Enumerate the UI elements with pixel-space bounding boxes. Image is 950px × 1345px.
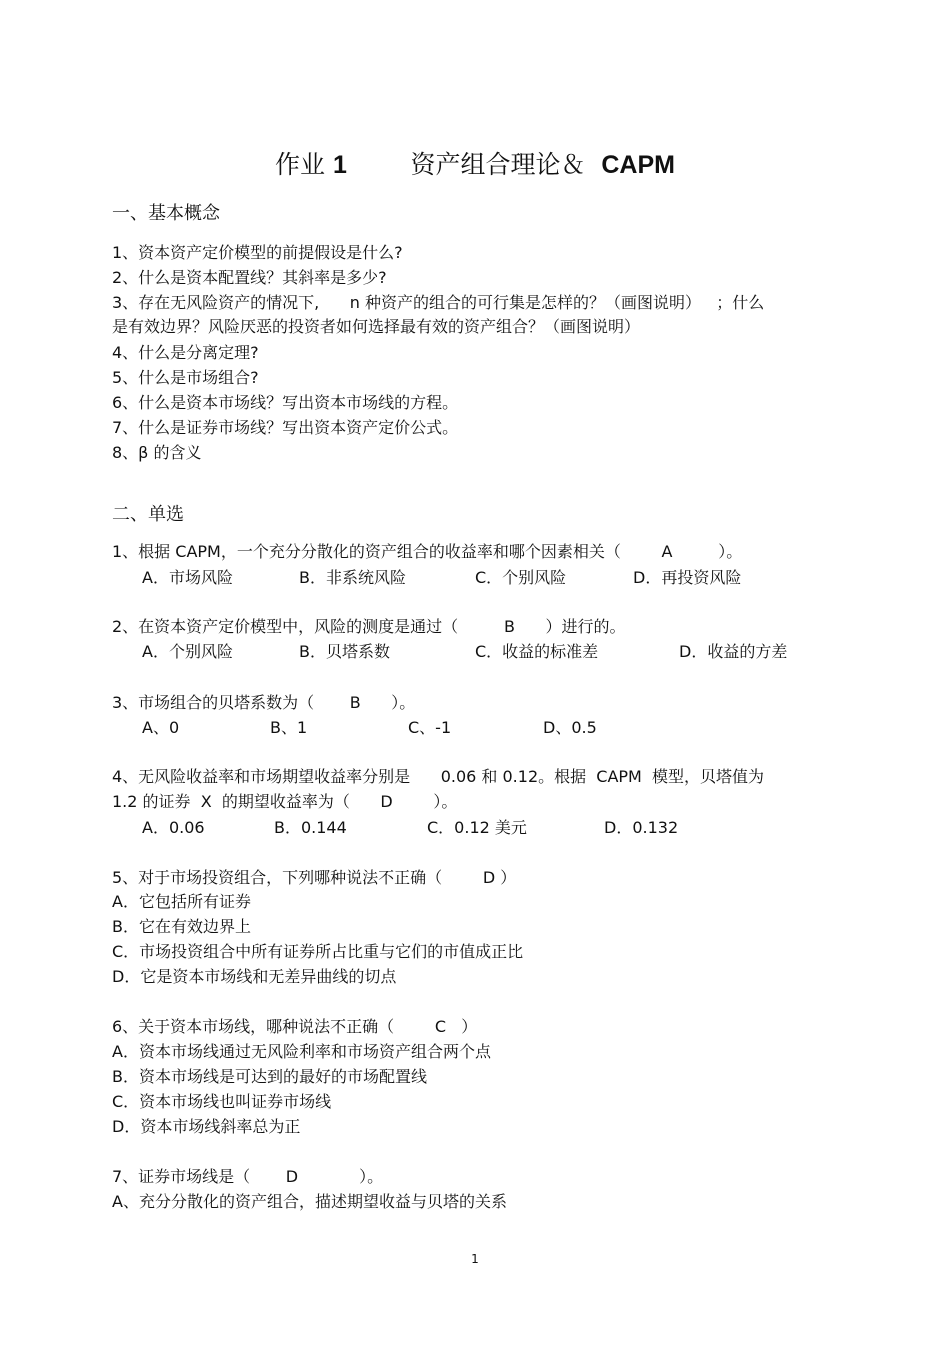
- section2-heading: 二、单选: [112, 504, 184, 525]
- question-2-option: C．收益的标准差: [475, 642, 599, 661]
- question-1-stem: 1、根据 CAPM，一个充分分散化的资产组合的收益率和哪个因素相关（ A ）。: [112, 542, 743, 561]
- title-capm: CAPM: [601, 151, 675, 179]
- question-1-option: C．个别风险: [475, 568, 567, 587]
- question-2-option: B．贝塔系数: [299, 642, 390, 661]
- question-5-option: D．它是资本市场线和无差异曲线的切点: [112, 967, 397, 986]
- concept-item: 1、资本资产定价模型的前提假设是什么?: [112, 243, 403, 262]
- question-1-option: D．再投资风险: [633, 568, 742, 587]
- question-1-option: A．市场风险: [142, 568, 233, 587]
- question-3-stem: 3、市场组合的贝塔系数为（ B ）。: [112, 693, 416, 712]
- title-prefix: 作业: [275, 150, 333, 179]
- question-4-option: C．0.12 美元: [427, 818, 527, 837]
- concept-item: 是有效边界？风险厌恶的投资者如何选择最有效的资产组合？（画图说明）: [112, 317, 641, 336]
- question-5-option: B．它在有效边界上: [112, 917, 251, 936]
- concept-item: 3、存在无风险资产的情况下, n 种资产的组合的可行集是怎样的？（画图说明） ；什么: [112, 293, 765, 312]
- question-2-option: A．个别风险: [142, 642, 233, 661]
- question-6-option: A．资本市场线通过无风险利率和市场资产组合两个点: [112, 1042, 491, 1061]
- page-title: [0, 148, 950, 182]
- title-middle: 资产组合理论＆: [346, 150, 602, 179]
- concept-item: 6、什么是资本市场线？写出资本市场线的方程。: [112, 393, 459, 412]
- question-3-option: A、0: [142, 718, 180, 737]
- question-4-stem-cont: 1.2 的证券 X 的期望收益率为（ D ）。: [112, 792, 458, 811]
- question-5-option: A．它包括所有证券: [112, 892, 251, 911]
- concept-item: 4、什么是分离定理?: [112, 343, 259, 362]
- question-4-option: B．0.144: [274, 818, 347, 837]
- question-3-option: C、-1: [408, 718, 452, 737]
- title-number: 1: [332, 151, 347, 179]
- question-7-option: A、充分分散化的资产组合，描述期望收益与贝塔的关系: [112, 1192, 507, 1211]
- question-3-option: B、1: [270, 718, 308, 737]
- page-number: 1: [471, 1252, 479, 1266]
- question-3-option: D、0.5: [543, 718, 597, 737]
- question-4-option: A．0.06: [142, 818, 205, 837]
- question-4-option: D．0.132: [604, 818, 679, 837]
- question-6-option: D．资本市场线斜率总为正: [112, 1117, 301, 1136]
- question-2-option: D．收益的方差: [679, 642, 788, 661]
- section1-heading: 一、基本概念: [112, 203, 220, 224]
- question-6-stem: 6、关于资本市场线，哪种说法不正确（ C ）: [112, 1017, 478, 1036]
- question-2-stem: 2、在资本资产定价模型中，风险的测度是通过（ B ）进行的。: [112, 617, 626, 636]
- concept-item: 7、什么是证券市场线？写出资本资产定价公式。: [112, 418, 459, 437]
- question-4-stem: 4、无风险收益率和市场期望收益率分别是 0.06 和 0.12。根据 CAPM 模型，贝塔值为: [112, 767, 765, 786]
- concept-item: 5、什么是市场组合?: [112, 368, 259, 387]
- question-6-option: B．资本市场线是可达到的最好的市场配置线: [112, 1067, 427, 1086]
- question-5-stem: 5、对于市场投资组合，下列哪种说法不正确（ D ）: [112, 868, 517, 887]
- question-7-stem: 7、证券市场线是（ D ）。: [112, 1167, 384, 1186]
- question-5-option: C．市场投资组合中所有证券所占比重与它们的市值成正比: [112, 942, 524, 961]
- question-6-option: C．资本市场线也叫证券市场线: [112, 1092, 332, 1111]
- concept-item: 2、什么是资本配置线？其斜率是多少?: [112, 268, 387, 287]
- concept-item: 8、β 的含义: [112, 443, 202, 462]
- question-1-option: B．非系统风险: [299, 568, 406, 587]
